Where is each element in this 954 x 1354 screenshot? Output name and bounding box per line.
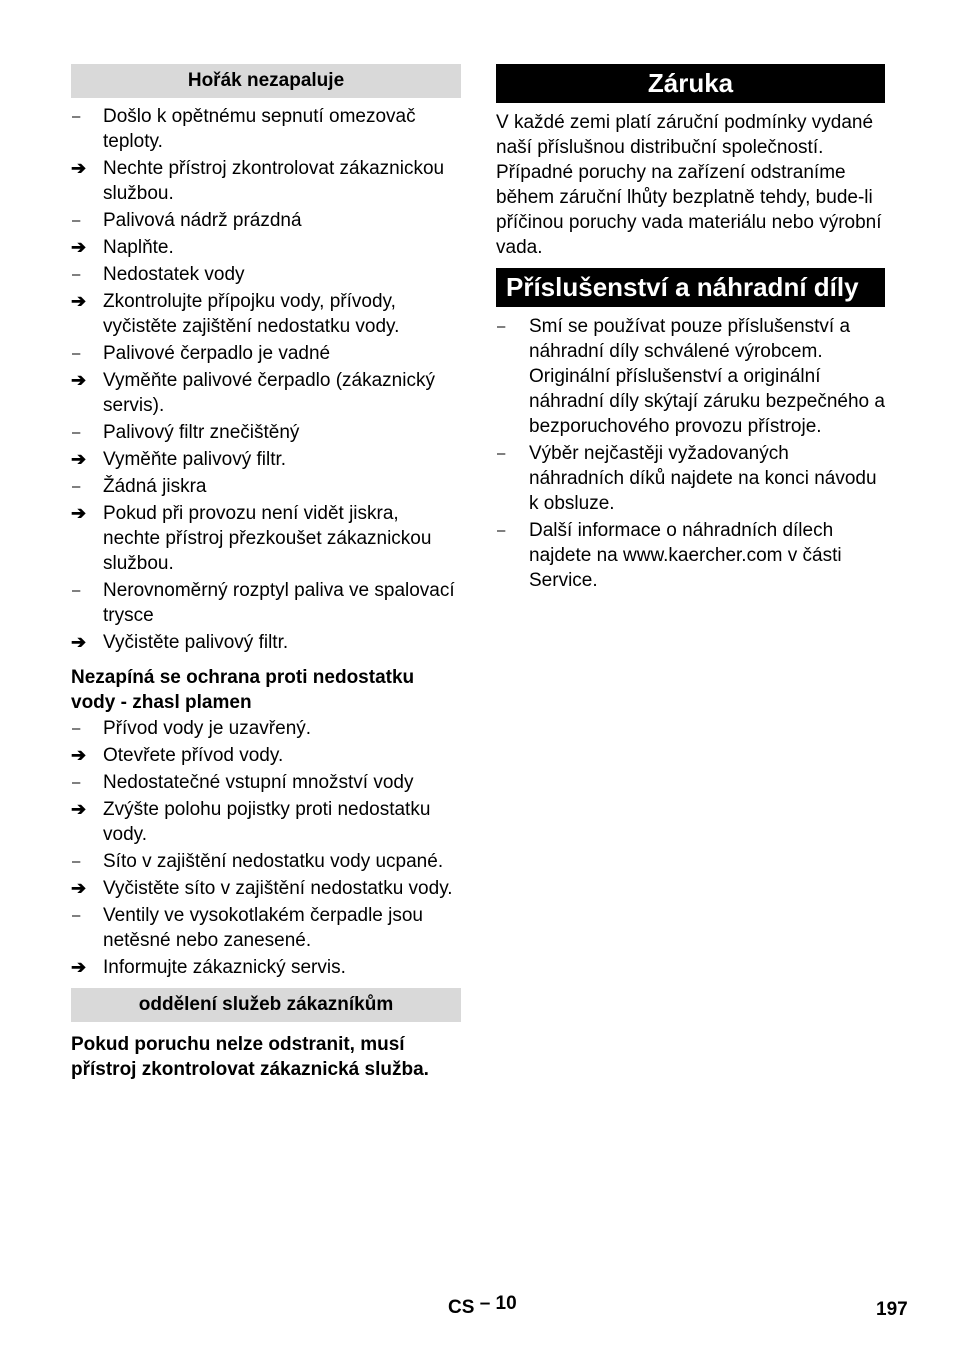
list-item (71, 876, 461, 901)
list-item (71, 630, 461, 655)
list-item-text: Výběr nejčastěji vyžadovaných náhradních díků najdete na konci návodu k obsluze. (529, 443, 877, 514)
list-item-text: Naplňte. (103, 237, 174, 258)
arrow-right-icon: ➔ (71, 291, 87, 311)
list-item-text: Nerovnoměrný rozptyl paliva ve spalovací trysce (103, 580, 455, 626)
water-protection-list (71, 716, 461, 980)
arrow-right-icon: ➔ (71, 632, 87, 652)
dash-bullet: – (72, 853, 81, 870)
list-item-text: Ventily ve vysokotlakém čerpadle jsou netěsné nebo zanesené. (103, 905, 423, 951)
list-item-text: Pokud při provozu není vidět jiskra, nechte přístroj přezkoušet zákaznickou službou. (103, 503, 432, 574)
right-column (496, 64, 885, 595)
list-item (71, 770, 461, 795)
arrow-right-icon: ➔ (71, 799, 87, 819)
list-item-text: Nedostatečné vstupní množství vody (103, 772, 414, 793)
list-item-text: Palivové čerpadlo je vadné (103, 343, 331, 364)
list-item-text: Informujte zákaznický servis. (103, 957, 346, 978)
list-item-text: Zkontrolujte přípojku vody, přívody, vyčistěte zajištění nedostatku vody. (103, 291, 400, 337)
list-item-text: Nechte přístroj zkontrolovat zákaznickou službou. (103, 158, 445, 204)
list-item (71, 289, 461, 339)
list-item-text: Palivový filtr znečištěný (103, 422, 300, 443)
dash-bullet: – (72, 478, 81, 495)
list-item (496, 441, 885, 516)
section-heading-burner: Hořák nezapaluje (71, 64, 461, 98)
footer-section-code (448, 1293, 517, 1319)
footer-lang: CS (448, 1297, 475, 1318)
list-item (71, 501, 461, 576)
list-item (71, 420, 461, 445)
dash-bullet: – (497, 522, 506, 539)
arrow-right-icon: ➔ (71, 878, 87, 898)
dash-bullet: – (497, 445, 506, 462)
list-item-text: Síto v zajištění nedostatku vody ucpané. (103, 851, 444, 872)
list-item-text: Nedostatek vody (103, 264, 245, 285)
dash-bullet: – (72, 345, 81, 362)
dash-bullet: – (72, 582, 81, 599)
list-item (71, 955, 461, 980)
dash-bullet: – (72, 108, 81, 125)
arrow-right-icon: ➔ (71, 503, 87, 523)
list-item (71, 156, 461, 206)
list-item (71, 474, 461, 499)
list-item (71, 368, 461, 418)
arrow-right-icon: ➔ (71, 745, 87, 765)
section-heading-customer-service: oddělení služeb zákazníkům (71, 988, 461, 1022)
list-item (71, 797, 461, 847)
list-item (496, 518, 885, 593)
list-item-text: Otevřete přívod vody. (103, 745, 284, 766)
list-item-text: Vyčistěte palivový filtr. (103, 632, 289, 653)
list-item-text: Vyměňte palivový filtr. (103, 449, 287, 470)
dash-bullet: – (497, 318, 506, 335)
list-item (71, 743, 461, 768)
section-heading-accessories: Příslušenství a náhradní díly (496, 268, 885, 307)
list-item (71, 447, 461, 472)
list-item (71, 903, 461, 953)
page-number: 197 (876, 1299, 908, 1320)
dash-bullet: – (72, 907, 81, 924)
list-item (71, 262, 461, 287)
section-heading-warranty: Záruka (496, 64, 885, 103)
footer-section-page: 10 (495, 1293, 517, 1314)
dash-bullet: – (72, 266, 81, 283)
list-item-text: Vyměňte palivové čerpadlo (zákaznický servis). (103, 370, 435, 416)
footer-separator: – (479, 1293, 491, 1314)
subheading-water-protection: Nezapíná se ochrana proti nedostatku vody - zhasl plamen (71, 667, 415, 713)
list-item (71, 208, 461, 233)
list-item-text: Zvýšte polohu pojistky proti nedostatku vody. (103, 799, 431, 845)
list-item-text: Žádná jiskra (103, 476, 207, 497)
customer-service-note: Pokud poruchu nelze odstranit, musí přístroj zkontrolovat zákaznická služba. (71, 1034, 429, 1080)
arrow-right-icon: ➔ (71, 158, 87, 178)
list-item (71, 578, 461, 628)
dash-bullet: – (72, 720, 81, 737)
list-item-text: Došlo k opětnému sepnutí omezovač teploty. (103, 106, 416, 152)
list-item-text: Smí se používat pouze příslušenství a náhradní díly schválené výrobcem. Originální příslušenství a originální náhradní díly skýtají záruku bezpečného a bezporuchového provozu přístroje. (529, 316, 885, 437)
list-item (71, 716, 461, 741)
list-item-text: Vyčistěte síto v zajištění nedostatku vody. (103, 878, 453, 899)
arrow-right-icon: ➔ (71, 449, 87, 469)
list-item (71, 235, 461, 260)
warranty-paragraph: V každé zemi platí záruční podmínky vydané naší příslušnou distribuční společností. Případné poruchy na zařízení odstraníme během záruční lhůty bezplatně tehdy, bude-li příčinou poruchy vada materiálu nebo výrobní vada. (496, 112, 882, 258)
arrow-right-icon: ➔ (71, 957, 87, 977)
left-column (71, 64, 461, 1082)
burner-troubleshooting-list (71, 104, 461, 655)
list-item (71, 341, 461, 366)
list-item-text: Palivová nádrž prázdná (103, 210, 302, 231)
list-item-text: Další informace o náhradních dílech najdete na www.kaercher.com v části Service. (529, 520, 842, 591)
list-item (71, 104, 461, 154)
list-item (71, 849, 461, 874)
arrow-right-icon: ➔ (71, 370, 87, 390)
list-item-text: Přívod vody je uzavřený. (103, 718, 312, 739)
arrow-right-icon: ➔ (71, 237, 87, 257)
list-item (496, 314, 885, 439)
dash-bullet: – (72, 424, 81, 441)
dash-bullet: – (72, 774, 81, 791)
dash-bullet: – (72, 212, 81, 229)
accessories-list (496, 314, 885, 593)
